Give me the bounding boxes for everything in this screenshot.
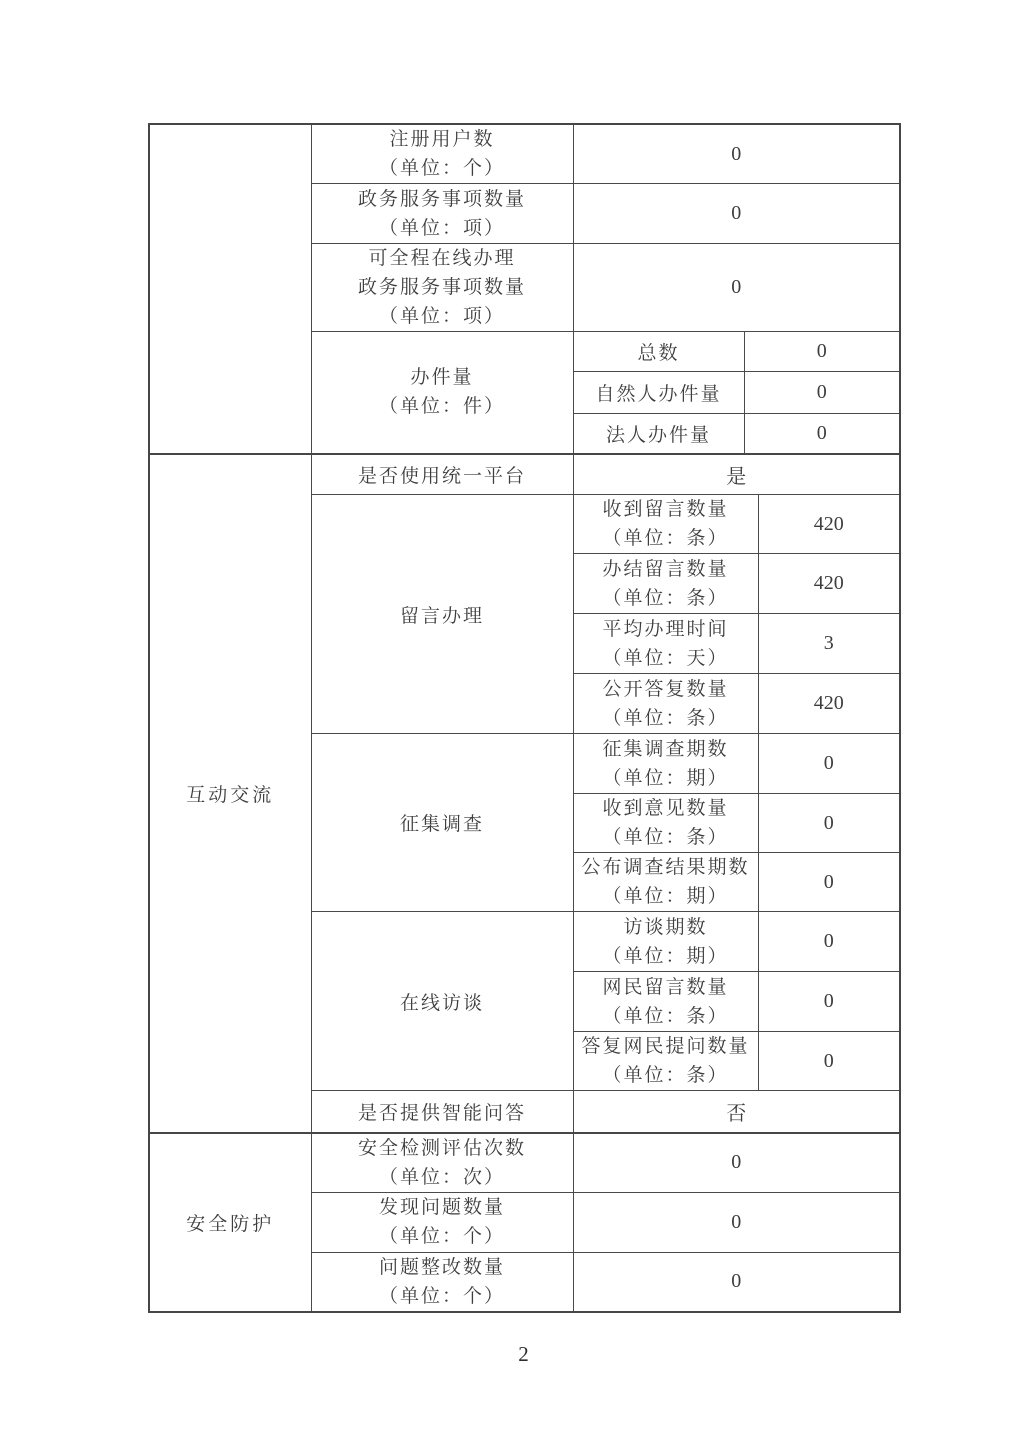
value-survey-results-published: 0 bbox=[758, 853, 900, 912]
label-survey: 征集调查 bbox=[311, 734, 573, 912]
label-line: 公开答复数量 bbox=[602, 678, 729, 700]
label-online-service-items bbox=[311, 244, 573, 332]
label-line: 公布调查结果期数 bbox=[581, 857, 750, 878]
value-netizen-messages: 0 bbox=[758, 972, 900, 1032]
label-unit-line: （单位：条） bbox=[602, 1005, 729, 1027]
value-registered-users: 0 bbox=[573, 124, 900, 184]
label-unit-line: （单位：期） bbox=[602, 767, 729, 789]
value-public-replies: 420 bbox=[758, 674, 900, 734]
statistics-table bbox=[148, 123, 901, 1313]
label-unit-line: （单位：条） bbox=[602, 1065, 729, 1086]
label-registered-users bbox=[311, 124, 573, 184]
label-line: 访谈期数 bbox=[623, 916, 708, 938]
label-unit-line: （单位：期） bbox=[602, 886, 729, 907]
label-unit-line: （单位：个） bbox=[378, 1226, 505, 1247]
label-line: 收到留言数量 bbox=[602, 499, 729, 520]
label-line: 办结留言数量 bbox=[602, 558, 729, 580]
label-line: 安全检测评估次数 bbox=[357, 1137, 526, 1159]
label-case-natural-person: 自然人办件量 bbox=[573, 372, 744, 414]
value-online-service-items: 0 bbox=[573, 244, 900, 332]
value-smart-qa: 否 bbox=[573, 1091, 900, 1133]
label-unit-line: （单位：条） bbox=[602, 827, 729, 848]
label-case-total: 总数 bbox=[573, 332, 744, 372]
label-unit-line: （单位：项） bbox=[378, 217, 505, 239]
value-unified-platform: 是 bbox=[573, 454, 900, 495]
label-problems-found bbox=[311, 1192, 573, 1252]
label-unit-line: （单位：天） bbox=[602, 647, 729, 669]
value-service-items: 0 bbox=[573, 184, 900, 244]
value-messages-received: 420 bbox=[758, 495, 900, 554]
value-netizen-questions-answered: 0 bbox=[758, 1032, 900, 1091]
label-line: 政务服务事项数量 bbox=[357, 188, 526, 210]
label-service-items bbox=[311, 184, 573, 244]
label-unit-line: （单位：项） bbox=[378, 306, 505, 327]
value-security-assessments: 0 bbox=[573, 1133, 900, 1193]
label-messages-received bbox=[573, 495, 758, 554]
label-online-interview: 在线访谈 bbox=[311, 912, 573, 1091]
value-interview-periods: 0 bbox=[758, 912, 900, 972]
label-survey-periods bbox=[573, 734, 758, 794]
label-unit-line: （单位：条） bbox=[602, 528, 729, 549]
label-message-handling: 留言办理 bbox=[311, 495, 573, 734]
label-line: 问题整改数量 bbox=[378, 1256, 505, 1278]
label-unit-line: （单位：次） bbox=[378, 1166, 505, 1188]
label-messages-completed bbox=[573, 554, 758, 614]
value-messages-completed: 420 bbox=[758, 554, 900, 614]
label-unit-line: （单位：期） bbox=[602, 945, 729, 967]
label-avg-handling-time bbox=[573, 614, 758, 674]
label-line: 政务服务事项数量 bbox=[357, 277, 526, 298]
value-problems-found: 0 bbox=[573, 1192, 900, 1252]
value-opinions-received: 0 bbox=[758, 794, 900, 853]
value-avg-handling-time: 3 bbox=[758, 614, 900, 674]
label-line: 发现问题数量 bbox=[378, 1197, 505, 1218]
value-case-natural-person: 0 bbox=[744, 372, 900, 414]
label-public-replies bbox=[573, 674, 758, 734]
label-line: 办件量 bbox=[410, 367, 474, 389]
label-line: 收到意见数量 bbox=[602, 798, 729, 819]
label-opinions-received bbox=[573, 794, 758, 853]
label-security-assessments bbox=[311, 1133, 573, 1193]
label-line: 征集调查期数 bbox=[602, 738, 729, 760]
label-unit-line: （单位：件） bbox=[378, 396, 505, 418]
label-line: 注册用户数 bbox=[389, 129, 495, 150]
label-netizen-questions-answered bbox=[573, 1032, 758, 1091]
label-unit-line: （单位：条） bbox=[602, 587, 729, 609]
value-case-legal-person: 0 bbox=[744, 414, 900, 454]
value-survey-periods: 0 bbox=[758, 734, 900, 794]
category-cell-empty bbox=[149, 124, 311, 454]
label-line: 可全程在线办理 bbox=[368, 248, 516, 269]
label-survey-results-published bbox=[573, 853, 758, 912]
label-problems-rectified bbox=[311, 1252, 573, 1312]
category-security: 安全防护 bbox=[149, 1133, 311, 1313]
label-unit-line: （单位：个） bbox=[378, 158, 505, 179]
value-problems-rectified: 0 bbox=[573, 1252, 900, 1312]
label-case-volume bbox=[311, 332, 573, 454]
category-interaction: 互动交流 bbox=[149, 454, 311, 1133]
label-line: 平均办理时间 bbox=[602, 618, 729, 640]
label-line: 答复网民提问数量 bbox=[581, 1036, 750, 1057]
page-number: 2 bbox=[518, 1342, 529, 1366]
label-line: 网民留言数量 bbox=[602, 976, 729, 998]
label-unit-line: （单位：个） bbox=[378, 1285, 505, 1307]
label-smart-qa: 是否提供智能问答 bbox=[311, 1091, 573, 1133]
label-interview-periods bbox=[573, 912, 758, 972]
label-netizen-messages bbox=[573, 972, 758, 1032]
label-case-legal-person: 法人办件量 bbox=[573, 414, 744, 454]
value-case-total: 0 bbox=[744, 332, 900, 372]
label-unit-line: （单位：条） bbox=[602, 707, 729, 729]
label-unified-platform: 是否使用统一平台 bbox=[311, 454, 573, 495]
